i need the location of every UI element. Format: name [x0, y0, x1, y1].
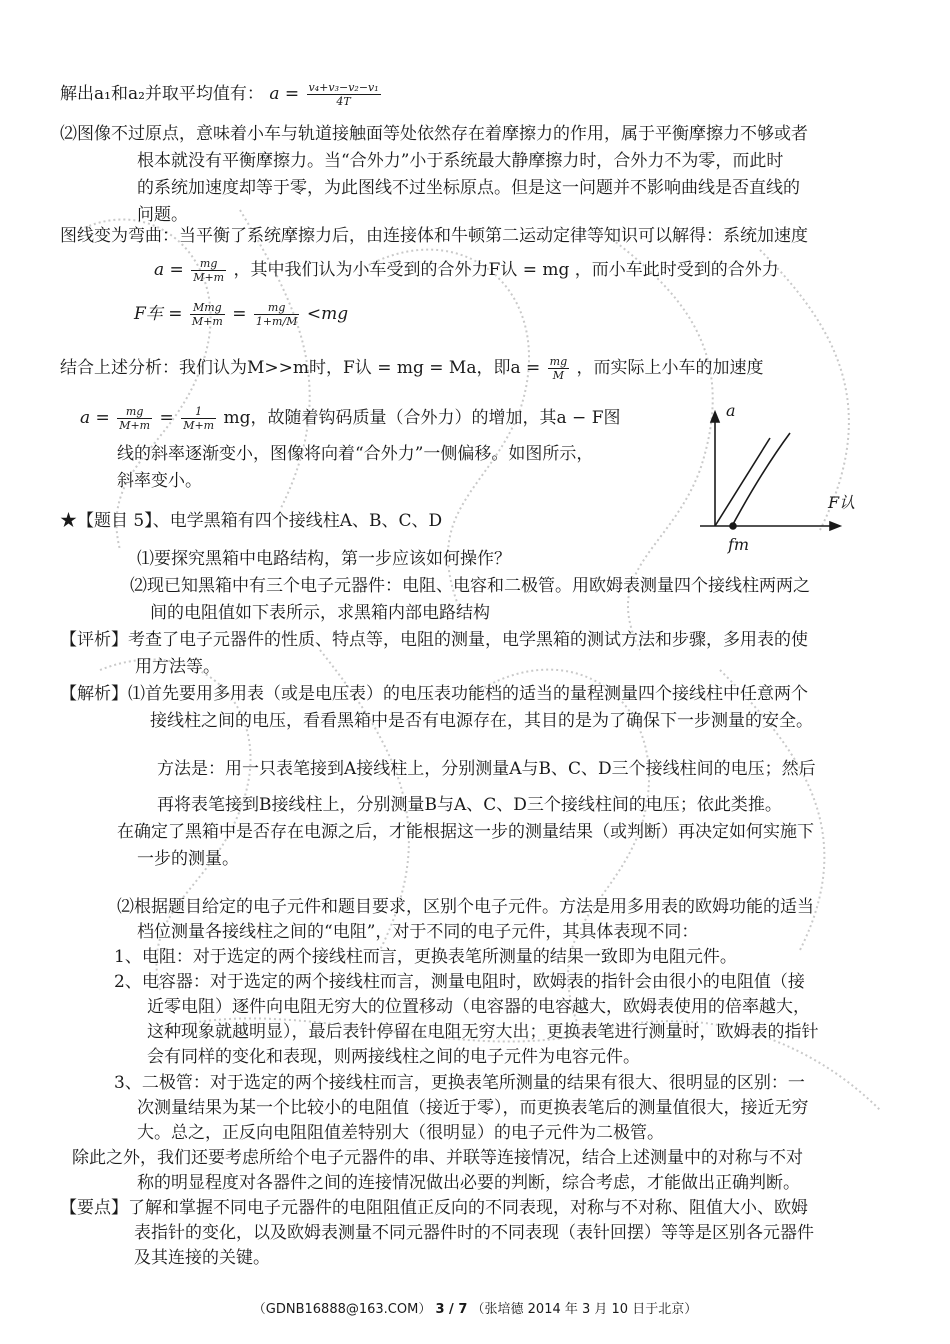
paragraph-line: ⑴要探究黑箱中电路结构，第一步应该如何操作？ — [137, 549, 511, 569]
text: ，而实际上小车的加速度 — [576, 358, 764, 378]
text: 结合上述分析：我们认为M>>m时，F认 = mg = Ma，即a = — [60, 358, 541, 378]
solution-line: 【解析】⑴首先要用多用表（或是电压表）的电压表功能档的适当的量程测量四个接线柱中任意两个 — [60, 684, 808, 704]
solution-line: 称的明显程度对各器件之间的连接情况做出必要的判断，综合考虑，才能做出正确判断。 — [137, 1173, 800, 1193]
footer-note: （张培德 2014 年 3 月 10 日于北京） — [471, 1302, 698, 1317]
paragraph-line: 问题。 — [137, 205, 188, 225]
y-axis-label: a — [726, 401, 736, 420]
paragraph-line: 间的电阻值如下表所示，求黑箱内部电路结构 — [150, 603, 490, 623]
equals-sign: = — [159, 408, 174, 428]
list-item-continuation: 会有同样的变化和表现，则两接线柱之间的电子元件为电容元件。 — [147, 1047, 640, 1067]
footer-email: （GDNB16888@163.COM） — [252, 1302, 432, 1317]
key-points-line: 表指针的变化，以及欧姆表测量不同元器件时的不同表现（表针回摆）等等是区别各元器件 — [134, 1223, 814, 1243]
y-axis-arrow — [711, 412, 719, 422]
solution-line: 再将表笔接到B接线柱上，分别测量B与A、C、D三个接线柱间的电压；依此类推。 — [157, 795, 782, 815]
fraction-denominator: M — [552, 369, 565, 382]
equals-sign: = — [232, 304, 247, 324]
text: mg，故随着钩码质量（合外力）的增加，其a − F图 — [223, 408, 621, 428]
list-item-continuation: 大。总之，正反向电阻阻值差特别大（很明显）的电子元件为二极管。 — [137, 1123, 664, 1143]
solution-line: 一步的测量。 — [137, 849, 239, 869]
list-item-continuation: 这种现象就越明显），最后表针停留在电阻无穷大出；更换表笔进行测量时，欧姆表的指针 — [147, 1022, 819, 1042]
formula-line — [60, 354, 764, 382]
fraction-denominator: M+m — [119, 419, 151, 432]
fraction-denominator: M+m — [183, 419, 215, 432]
a-f-graph — [700, 398, 856, 563]
list-item: 3、二极管：对于选定的两个接线柱而言，更换表笔所测量的结果有很大、很明显的区别：一 — [114, 1073, 805, 1093]
line-solve-a1-a2 — [60, 80, 383, 108]
fraction-denominator: M+m — [191, 315, 223, 328]
text: 解出a₁和a₂并取平均值有： — [60, 84, 264, 104]
formula-line — [134, 300, 348, 328]
fraction — [254, 301, 300, 328]
text: ，其中我们认为小车受到的合外力F认 = mg ，而小车此时受到的合外力 — [233, 260, 779, 280]
origin-offset-label: fm — [728, 535, 750, 554]
x-axis-arrow — [830, 522, 840, 530]
list-item-continuation: 近零电阻）逐件向电阻无穷大的位置移动（电容器的电容越大，欧姆表使用的倍率越大， — [147, 997, 810, 1017]
page-footer — [0, 1298, 950, 1317]
formula-line — [154, 256, 779, 284]
paragraph-line: ⑵现已知黑箱中有三个电子元器件：电阻、电容和二极管。用欧姆表测量四个接线柱两两之 — [130, 576, 810, 596]
solution-line: 档位测量各接线柱之间的“电阻”，对于不同的电子元件，其具体表现不同： — [137, 922, 699, 942]
actual-curve — [732, 433, 790, 526]
formula-rhs: <mg — [306, 304, 349, 324]
solution-line: 在确定了黑箱中是否存在电源之后，才能根据这一步的测量结果（或判断）再决定如何实施下 — [117, 822, 814, 842]
formula-lhs: a = — [269, 84, 300, 104]
fraction — [181, 405, 216, 432]
fraction-denominator: 1+m/M — [255, 315, 298, 328]
paragraph-line: 线的斜率逐渐变小，图像将向着“合外力”一侧偏移。如图所示， — [117, 444, 594, 464]
question-title: ★【题目 5】、电学黑箱有四个接线柱A、B、C、D — [60, 511, 443, 531]
fraction — [117, 405, 152, 432]
fraction-denominator: 4T — [336, 95, 351, 108]
fraction — [191, 257, 226, 284]
fraction-numerator: mg — [549, 355, 568, 368]
formula-line — [80, 404, 621, 432]
paragraph-line: 图线变为弯曲：当平衡了系统摩擦力后，由连接体和牛顿第二运动定律等知识可以解得：系统加速度 — [60, 226, 808, 246]
formula-lhs: F车 = — [134, 304, 183, 324]
fraction-denominator: M+m — [193, 271, 225, 284]
fraction-numerator: Mmg — [190, 301, 225, 315]
solution-line: 除此之外，我们还要考虑所给个电子元器件的串、并联等连接情况，结合上述测量中的对称与不对 — [72, 1148, 803, 1168]
fraction — [190, 301, 225, 328]
fraction-numerator: v₄+v₃−v₂−v₁ — [308, 81, 379, 94]
paragraph-line: 的系统加速度却等于零，为此图线不过坐标原点。但是这一问题并不影响曲线是否直线的 — [137, 178, 800, 198]
ideal-line — [715, 438, 770, 526]
fraction — [548, 355, 569, 382]
key-points-line: 【要点】了解和掌握不同电子元器件的电阻阻值正反向的不同表现，对称与不对称、阻值大小、欧姆 — [60, 1198, 808, 1218]
fraction-numerator: 1 — [181, 405, 216, 419]
fraction-numerator: mg — [254, 301, 300, 315]
formula-lhs: a = — [80, 408, 110, 428]
list-item: 2、电容器：对于选定的两个接线柱而言，测量电阻时，欧姆表的指针会由很小的电阻值（接 — [114, 972, 805, 992]
key-points-line: 及其连接的关键。 — [134, 1248, 270, 1268]
fraction-numerator: mg — [117, 405, 152, 419]
analysis-line: 用方法等。 — [135, 657, 220, 677]
page-number: 3 / 7 — [435, 1302, 468, 1317]
list-item-continuation: 次测量结果为某一个比较小的电阻值（接近于零），而更换表笔后的测量值很大，接近无穷 — [137, 1098, 809, 1118]
analysis-line: 【评析】考查了电子元器件的性质、特点等，电阻的测量，电学黑箱的测试方法和步骤，多用表的使 — [60, 630, 808, 650]
fraction — [307, 81, 381, 108]
paragraph-line: 根本就没有平衡摩擦力。当“合外力”小于系统最大静摩擦力时，合外力不为零，而此时 — [137, 151, 784, 171]
formula-lhs: a = — [154, 260, 184, 280]
intercept-dot — [730, 523, 736, 529]
solution-line: 方法是：用一只表笔接到A接线柱上，分别测量A与B、C、D三个接线柱间的电压；然后 — [157, 759, 816, 779]
paragraph-line: ⑵图像不过原点，意味着小车与轨道接触面等处依然存在着摩擦力的作用，属于平衡摩擦力不够或者 — [60, 124, 808, 144]
fraction-numerator: mg — [191, 257, 226, 271]
paragraph-line: 斜率变小。 — [117, 471, 202, 491]
x-axis-label: F认 — [828, 493, 856, 512]
solution-line: 接线柱之间的电压，看看黑箱中是否有电源存在，其目的是为了确保下一步测量的安全。 — [150, 711, 813, 731]
solution-line: ⑵根据题目给定的电子元件和题目要求，区别个电子元件。方法是用多用表的欧姆功能的适当 — [117, 897, 814, 917]
list-item: 1、电阻：对于选定的两个接线柱而言，更换表笔所测量的结果一致即为电阻元件。 — [114, 947, 737, 967]
